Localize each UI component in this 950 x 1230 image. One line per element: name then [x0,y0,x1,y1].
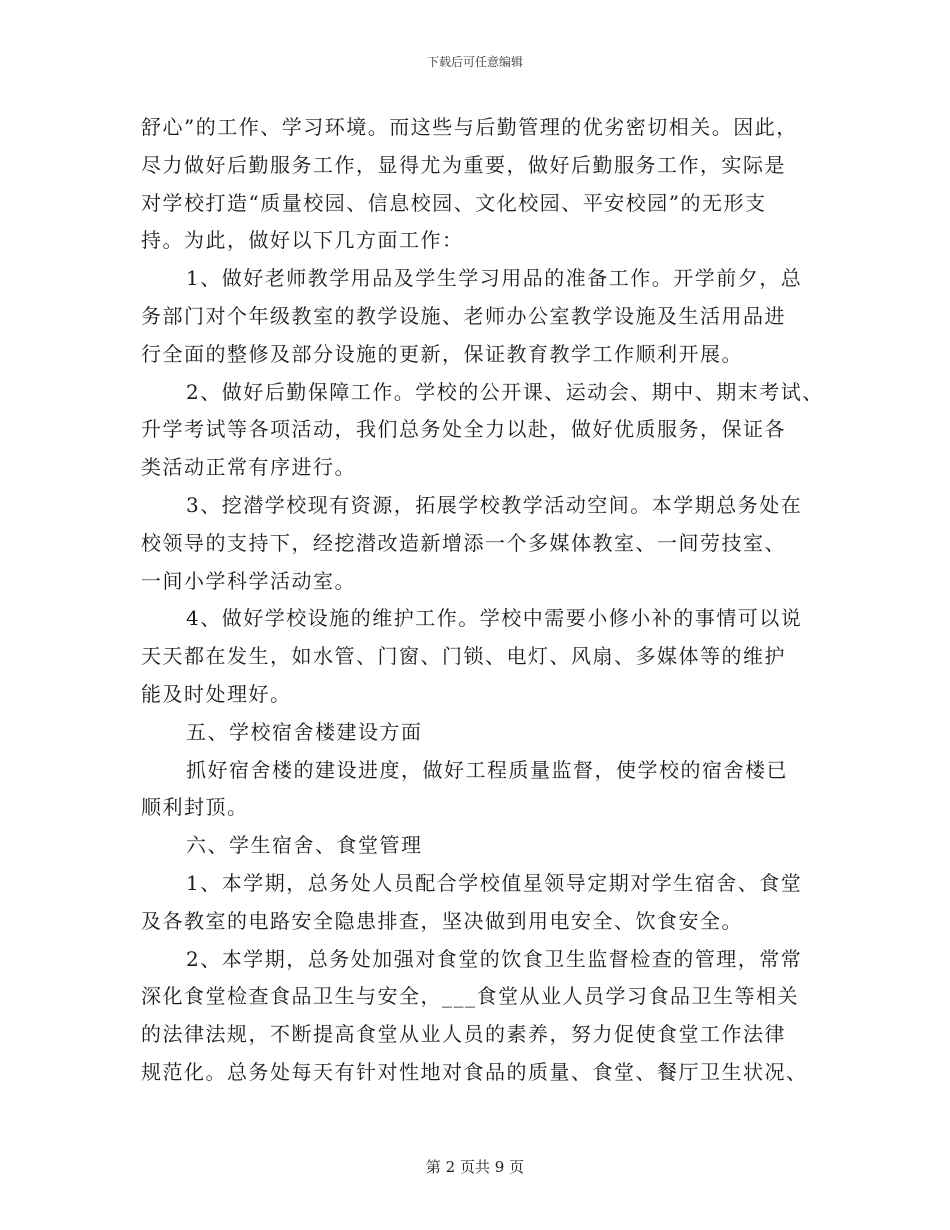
text-line: 五、学校宿舍楼建设方面 [186,719,423,744]
document-body [141,109,841,1092]
text-line: 持。为此，做好以下几方面工作： [141,228,464,253]
text-line: 深化食堂检查食品卫生与安全，___食堂从业人员学习食品卫生等相关 [141,984,799,1009]
text-line: 4、做好学校设施的维护工作。学校中需要小修小补的事情可以说 [186,606,803,631]
text-line: 规范化。总务处每天有针对性地对食品的质量、食堂、餐厅卫生状况、 [141,1059,808,1084]
text-line: 2、做好后勤保障工作。学校的公开课、运动会、期中、期末考试、 [186,379,824,404]
text-line: 六、学生宿舍、食堂管理 [186,833,423,858]
text-line: 及各教室的电路安全隐患排查，坚决做到用电安全、饮食安全。 [141,908,743,933]
text-line: 顺利封顶。 [141,795,249,820]
text-line: 校领导的支持下，经挖潜改造新增添一个多媒体教室、一间劳技室、 [141,530,786,555]
text-line: 一间小学科学活动室。 [141,568,356,593]
text-line: 抓好宿舍楼的建设进度，做好工程质量监督，使学校的宿舍楼已 [186,757,788,782]
text-line: 1、做好老师教学用品及学生学习用品的准备工作。开学前夕，总 [186,266,803,291]
text-line: 能及时处理好。 [141,681,292,706]
text-line: 2、本学期，总务处加强对食堂的饮食卫生监督检查的管理，常常 [186,946,803,971]
text-line: 类活动正常有序进行。 [141,455,356,480]
text-line: 天天都在发生，如水管、门窗、门锁、电灯、风扇、多媒体等的维护 [141,644,786,669]
text-line: 尽力做好后勤服务工作，显得尤为重要，做好后勤服务工作，实际是 [141,152,786,177]
text-line: 的法律法规，不断提高食堂从业人员的素养，努力促使食堂工作法律 [141,1022,786,1047]
text-line: 务部门对个年级教室的教学设施、老师办公室教学设施及生活用品进 [141,303,786,328]
text-line: 行全面的整修及部分设施的更新，保证教育教学工作顺利开展。 [141,341,743,366]
text-line: 3、挖潜学校现有资源，拓展学校教学活动空间。本学期总务处在 [186,492,803,517]
page-header: 下载后可任意编辑 [426,55,523,69]
text-line: 1、本学期，总务处人员配合学校值星领导定期对学生宿舍、食堂 [186,870,803,895]
text-line: 舒心”的工作、学习环境。而这些与后勤管理的优劣密切相关。因此， [141,115,798,139]
text-line: 升学考试等各项活动，我们总务处全力以赴，做好优质服务，保证各 [141,417,786,442]
text-line: 对学校打造“质量校园、信息校园、文化校园、平安校园”的无形支 [141,190,767,215]
page-number: 第 2 页共 9 页 [425,1158,525,1176]
